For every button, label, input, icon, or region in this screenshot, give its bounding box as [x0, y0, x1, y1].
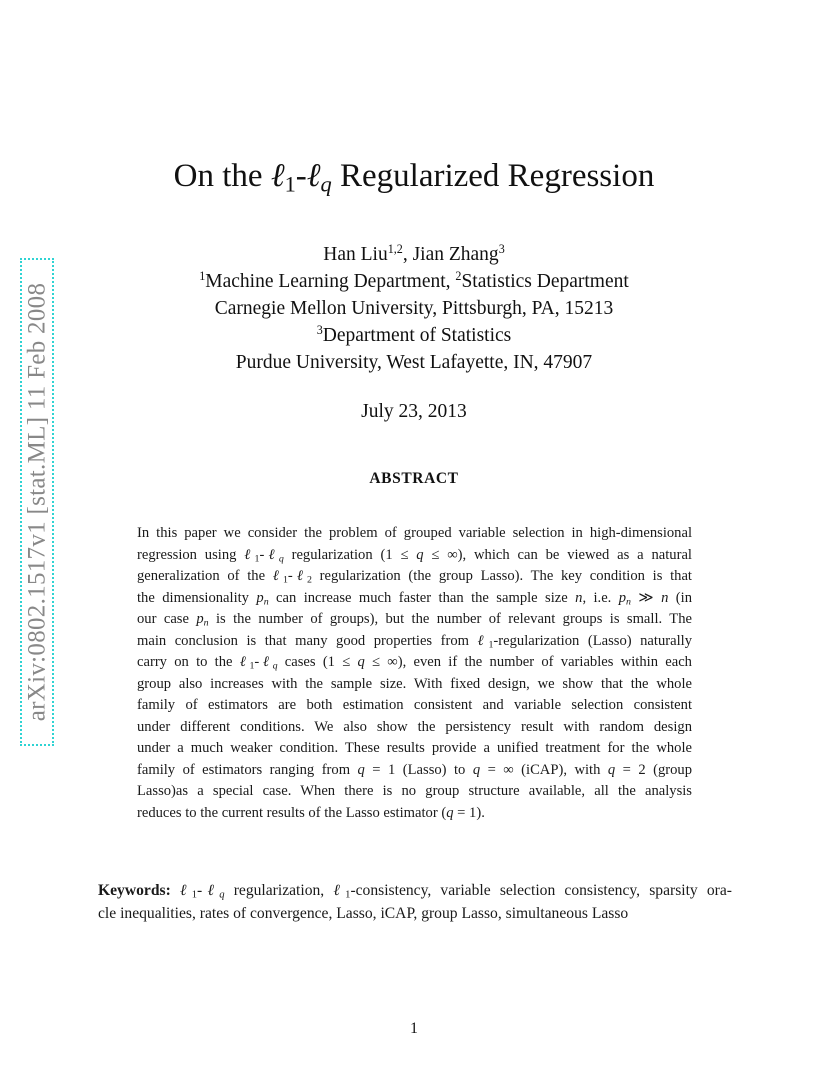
- abstract-line: our case $p_n$ is the number of groups), but the number of relevant groups is small. The: [137, 611, 692, 629]
- author-line: Han Liu$^{1,2}$, Jian Zhang$^3$: [323, 241, 505, 265]
- keywords-section: [98, 879, 732, 925]
- abstract-line: under different conditions. We also show the persistency result with random design: [137, 718, 692, 735]
- affiliation-line-1: $^1$Machine Learning Department, $^2$Statistics Department: [199, 268, 629, 292]
- paper-date: July 23, 2013: [361, 401, 467, 422]
- arxiv-identifier-text: arXiv:0802.1517v1 [stat.ML] 11 Feb 2008: [23, 282, 51, 722]
- abstract-line: Lasso)as a special case. When there is no group structure available, all the analysis: [137, 783, 692, 799]
- keywords-label: Keywords:: [98, 882, 171, 899]
- abstract-line: family of estimators are both estimation consistent and variable selection consistent: [137, 697, 692, 713]
- abstract-line: regression using ℓ$_1$-ℓ$_q$ regularization (1 ≤ q ≤ ∞), which can be viewed as a natural: [137, 546, 692, 564]
- abstract-line: reduces to the current results of the Lasso estimator (q = 1).: [137, 804, 485, 821]
- abstract-heading: ABSTRACT: [369, 470, 459, 487]
- abstract-line: carry on to the ℓ$_1$-ℓ$_q$ cases (1 ≤ q ≤ ∞), even if the number of variables within each: [137, 654, 692, 672]
- abstract-line: family of estimators ranging from q = 1 (Lasso) to q = ∞ (iCAP), with q = 2 (group: [137, 761, 692, 778]
- abstract-line: main conclusion is that many good properties from ℓ$_1$-regularization (Lasso) naturally: [137, 632, 692, 650]
- abstract-line: under a much weaker condition. These results provide a unified treatment for the whole: [137, 740, 692, 756]
- affiliation-line-2: Carnegie Mellon University, Pittsburgh, PA, 15213: [214, 298, 614, 319]
- abstract-line: the dimensionality $p_n$ can increase much faster than the sample size n, i.e. $p_n$ ≫ n (in: [137, 589, 693, 607]
- keywords-line: Keywords: ℓ$_1$-ℓ$_q$ regularization, ℓ$_1$-consistency, variable selection consistency, sparsity ora-: [98, 882, 732, 901]
- page-number: 1: [410, 1020, 418, 1037]
- keywords-line: cle inequalities, rates of convergence, Lasso, iCAP, group Lasso, simultaneous Lasso: [98, 905, 629, 922]
- abstract-body: [137, 523, 692, 824]
- abstract-line: In this paper we consider the problem of grouped variable selection in high-dimensional: [137, 525, 692, 541]
- abstract-line: group also increases with the sample size. With fixed design, we show that the whole: [137, 675, 692, 692]
- paper-title: On the ℓ$_1$-ℓ$_q$ Regularized Regression: [173, 158, 655, 197]
- affiliation-line-4: Purdue University, West Lafayette, IN, 47907: [235, 352, 593, 373]
- abstract-line: generalization of the ℓ$_1$-ℓ$_2$ regularization (the group Lasso). The key condition is that: [137, 568, 692, 586]
- affiliation-line-3: $^3$Department of Statistics: [316, 322, 512, 346]
